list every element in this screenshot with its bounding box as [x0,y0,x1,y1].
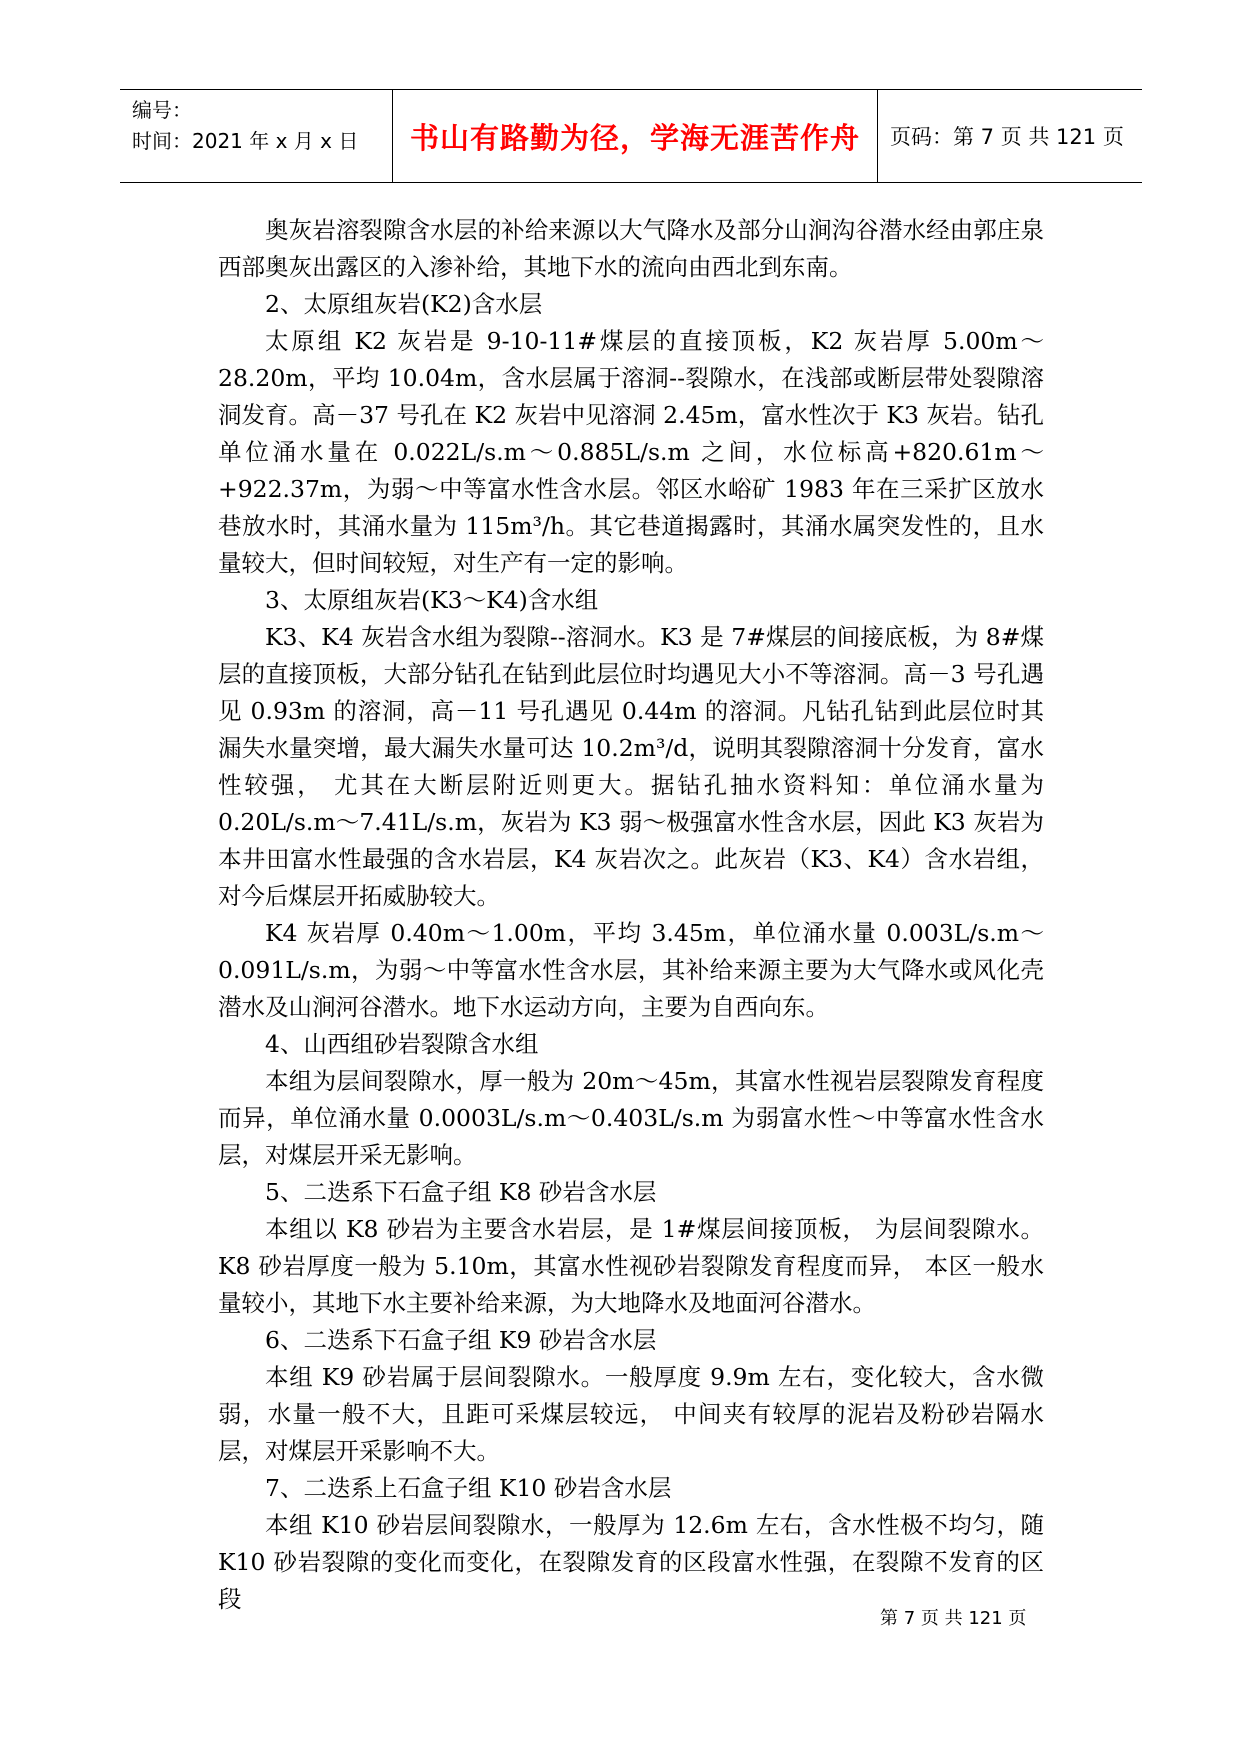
time-line: 时间：2021 年 x 月 x 日 [132,129,359,153]
section-heading: 3、太原组灰岩(K3～K4)含水组 [265,586,599,614]
document-body [218,212,1044,1618]
paragraph: K4 灰岩厚 0.40m～1.00m，平均 3.45m，单位涌水量 0.003L/s.m～0.091L/s.m，为弱～中等富水性含水层，其补给来源主要为大气降水或风化壳潜水及山涧河谷潜水。地下水运动方向，主要为自西向东。 [218,919,1044,1021]
section-heading: 4、山西组砂岩裂隙含水组 [265,1030,539,1058]
section-heading: 7、二迭系上石盒子组 K10 砂岩含水层 [265,1474,672,1502]
number-label: 编号： [132,98,192,122]
paragraph: 本组以 K8 砂岩为主要含水岩层，是 1#煤层间接顶板， 为层间裂隙水。K8 砂岩厚度一般为 5.10m，其富水性视砂岩裂隙发育程度而异， 本区一般水量较小，其地下水主要补给来源，为大地降水及地面河谷潜水。 [218,1215,1044,1317]
page-header [120,89,1142,183]
paragraph: 本组 K10 砂岩层间裂隙水，一般厚为 12.6m 左右，含水性极不均匀，随 K10 砂岩裂隙的变化而变化，在裂隙发育的区段富水性强，在裂隙不发育的区段 [218,1511,1044,1613]
paragraph: 奥灰岩溶裂隙含水层的补给来源以大气降水及部分山涧沟谷潜水经由郭庄泉西部奥灰出露区的入渗补给，其地下水的流向由西北到东南。 [218,216,1044,281]
page-footer: 第 7 页 共 121 页 [880,1608,1027,1629]
section-heading: 6、二迭系下石盒子组 K9 砂岩含水层 [265,1326,657,1354]
paragraph: 本组 K9 砂岩属于层间裂隙水。一般厚度 9.9m 左右，变化较大，含水微弱，水量一般不大，且距可采煤层较远， 中间夹有较厚的泥岩及粉砂岩隔水层，对煤层开采影响不大。 [218,1363,1044,1465]
header-motto: 书山有路勤为径，学海无涯苦作舟 [393,90,878,182]
paragraph: 本组为层间裂隙水，厚一般为 20m～45m，其富水性视岩层裂隙发育程度而异，单位涌水量 0.0003L/s.m～0.403L/s.m 为弱富水性～中等富水性含水层，对煤层开采无影响。 [218,1067,1044,1169]
section-heading: 2、太原组灰岩(K2)含水层 [265,290,543,318]
paragraph: K3、K4 灰岩含水组为裂隙--溶洞水。K3 是 7#煤层的间接底板，为 8#煤层的直接顶板，大部分钻孔在钻到此层位时均遇见大小不等溶洞。高－3 号孔遇见 0.93m 的溶洞，高－11 号孔遇见 0.44m 的溶洞。凡钻孔钻到此层位时其漏失水量突增，最大漏失水量可达 10.2m³/d，说明其裂隙溶洞十分发育，富水性较强， 尤其在大断层附近则更大。据钻孔抽水资料知：单位涌水量为 0.20L/s.m～7.41L/s.m，灰岩为 K3 弱～极强富水性含水层，因此 K3 灰岩为本井田富水性最强的含水岩层，K4 灰岩次之。此灰岩（K3、K4）含水岩组，对今后煤层开拓威胁较大。 [218,623,1044,910]
header-meta [120,90,393,182]
section-heading: 5、二迭系下石盒子组 K8 砂岩含水层 [265,1178,657,1206]
paragraph: 太原组 K2 灰岩是 9-10-11#煤层的直接顶板，K2 灰岩厚 5.00m～28.20m，平均 10.04m，含水层属于溶洞--裂隙水，在浅部或断层带处裂隙溶洞发育。高－37 号孔在 K2 灰岩中见溶洞 2.45m，富水性次于 K3 灰岩。钻孔单位涌水量在 0.022L/s.m～0.885L/s.m 之间，水位标高+820.61m～+922.37m，为弱～中等富水性含水层。邻区水峪矿 1983 年在三采扩区放水巷放水时，其涌水量为 115m³/h。其它巷道揭露时，其涌水属突发性的，且水量较大，但时间较短，对生产有一定的影响。 [218,327,1044,577]
header-page-info: 页码：第 7 页 共 121 页 [890,125,1124,149]
